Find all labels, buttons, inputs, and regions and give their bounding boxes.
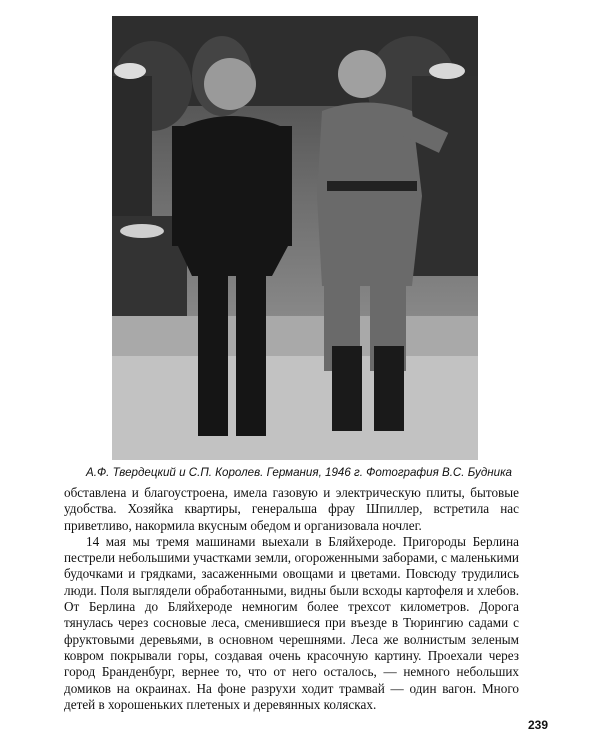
archival-photo bbox=[112, 16, 478, 460]
paragraph: обставлена и благоустроена, имела газовую и электрическую плиты, бытовые удобства. Хозяйка квартиры, генеральша фрау Шпиллер, встретила нас приветливо, накормила вкусным обедом и организовала ночлег. bbox=[64, 485, 519, 533]
body-text bbox=[64, 485, 519, 713]
page-number: 239 bbox=[527, 718, 548, 732]
paragraph: 14 мая мы тремя машинами выехали в Бляйхероде. Пригороды Берлина пестрели небольшими участками земли, огороженными заборами, с маленькими будочками и грядками, засаженными овощами и цветами. Повсюду трудились люди. Поля выглядели обработанными, видны были всходы картофеля и хлебов. От Берлина до Бляйхероде немногим более трехсот километров. Дорога тянулась через сосновые леса, сменившиеся при въезде в Тюрингию садами с фруктовыми деревьями, в основном черешнями. Леса же волнистым зеленым ковром покрывали горы, создавая очень красочную картину. Проехали через город Бранденбург, вернее то, что от него осталось, — немного небольших домиков на окраинах. На фоне разрухи ходит трамвай — один вагон. Много детей в хорошеньких плетеных и деревянных колясках. bbox=[64, 533, 519, 712]
photo-caption: А.Ф. Твердецкий и С.П. Королев. Германия, 1946 г. Фотография В.С. Будника bbox=[86, 466, 512, 479]
